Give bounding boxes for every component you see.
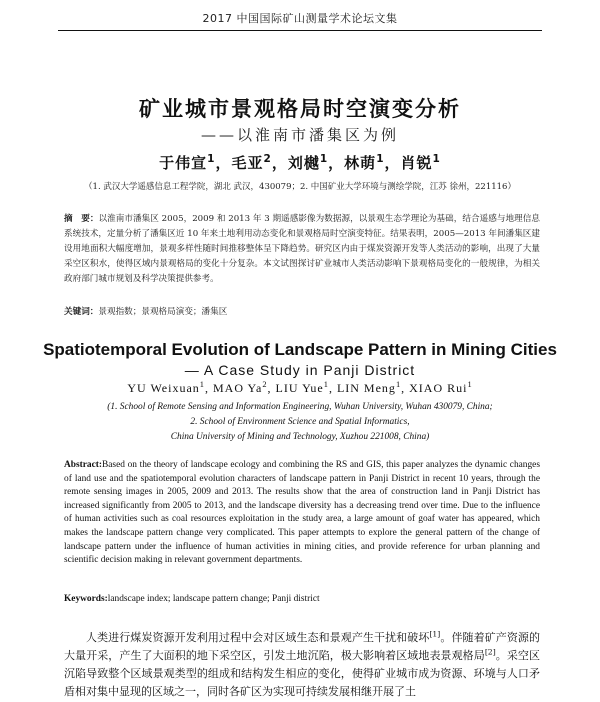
abstract-cn [64, 212, 540, 287]
author-sup: 1 [207, 153, 216, 165]
author-sup: 2 [262, 380, 268, 389]
abstract-cn-label: 摘 要： [64, 214, 99, 224]
paper-subtitle-cn: ——以淮南市潘集区为例 [200, 126, 399, 144]
body-text: 。采空区沉陷导致整个区域景观类型的组成和结构发生相应的变化，使得矿业城市成为资源、环境与人口矛盾相对集中显现的区域之一，同时各矿区为实现可持续发展相继开展了土 [64, 649, 540, 698]
paper-subtitle-en: — A Case Study in Panji District [184, 362, 416, 378]
author-cn: 林萌 [344, 154, 377, 172]
affiliation-cn: （1. 武汉大学遥感信息工程学院，湖北 武汉，430079；2. 中国矿业大学环境与测绘学院，江苏 徐州，221116） [84, 182, 516, 192]
paper-title-en: Spatiotemporal Evolution of Landscape Pattern in Mining Cities [43, 340, 557, 359]
keywords-en-text: landscape index; landscape pattern change; Panji district [107, 594, 320, 604]
abstract-en-text: Based on the theory of landscape ecology and combining the RS and GIS, this paper analyzes the dynamic changes of land use and the spatiotemporal evolution characters of landscape pattern in Panji District in recent 10 years, through the remote sensing images in 2005, 2009 and 2013. The results show that the area of construction land in Panji District has increased significantly from 2005 to 2013, and the landscape diversity has a decreasing trend over time. Due to the influence of human activities such as coal resources exploitation in the study area, a large amount of goaf water has appeared, which makes the landscape pattern change very complicated. This paper attempts to explore the general pattern of the change of landscape pattern under the influence of human activities in mining cities, and provide reference for urban planning and scientific decision making in relevant government departments. [64, 460, 540, 566]
affiliation-en-line: China University of Mining and Technology, Xuzhou 221008, China) [170, 432, 430, 442]
affiliation-en [0, 400, 600, 445]
body-paragraph [64, 629, 540, 701]
paper-title-cn: 矿业城市景观格局时空演变分析 [139, 97, 461, 121]
author-sup: 2 [263, 153, 272, 165]
keywords-cn-text: 景观指数；景观格局演变；潘集区 [98, 307, 228, 317]
author-sup: 1 [467, 380, 473, 389]
author-sup: 1 [319, 153, 329, 165]
author-en: YU Weixuan [127, 381, 200, 395]
author-en: LIU Yue [275, 381, 324, 395]
author-cn: 刘樾 [287, 154, 320, 172]
affiliation-en-line: (1. School of Remote Sensing and Information Engineering, Wuhan University, Wuhan 430079, China; [107, 402, 493, 412]
keywords-cn-label: 关键词： [64, 307, 99, 317]
author-sup: 1 [323, 380, 329, 389]
abstract-en-label: Abstract: [64, 460, 103, 470]
header-rule [58, 30, 542, 31]
author-cn: 肖锐 [400, 154, 433, 172]
affiliation-en-line: 2. School of Environment Science and Spatial Informatics, [190, 417, 410, 427]
body-text: 人类进行煤炭资源开发利用过程中会对区域生态和景观产生干扰和破坏 [86, 631, 430, 644]
authors-cn: 于伟宣$^1$，毛亚$^2$，刘樾$^1$，林萌$^1$，肖锐$^1$ [159, 153, 441, 172]
keywords-en [64, 594, 540, 604]
author-sup: 1 [376, 153, 385, 165]
author-sup: 1 [432, 153, 441, 165]
author-cn: 毛亚 [231, 154, 264, 172]
author-en: LIN Meng [336, 381, 396, 395]
author-en: MAO Ya [212, 381, 263, 395]
citation: [2] [484, 647, 496, 657]
author-sup: 1 [395, 380, 402, 389]
citation: [1] [429, 629, 441, 639]
body-text: 。伴随着矿产资源的大量开采，产生了大面积的地下采空区，引发土地沉陷，极大影响着区域地表景观格局 [64, 631, 541, 662]
author-cn: 于伟宣 [159, 154, 208, 172]
authors-en: YU Weixuan$^1$, MAO Ya$^2$, LIU Yue$^1$, LIN Meng$^1$, XIAO Rui$^1$ [127, 380, 473, 395]
abstract-en [64, 459, 540, 568]
keywords-cn [64, 305, 540, 317]
author-en: XIAO Rui [409, 381, 468, 395]
running-header: 2017 中国国际矿山测量学术论坛文集 [202, 12, 398, 25]
author-sup: 1 [199, 380, 205, 389]
keywords-en-label: Keywords: [64, 594, 108, 604]
abstract-cn-text: 以淮南市潘集区 2005，2009 和 2013 年 3 期遥感影像为数据源，以景观生态学理论为基础，结合遥感与地理信息系统技术，定量分析了潘集区近 10 年来土地利用动态变化和景观格局时空演变特征。结果表明，2005—2013 年间潘集区建设用地面积大幅度增加，景观多样性随时间推移整体呈下降趋势。研究区内由于煤炭资源开发等人类活动的影响，出现了大量采空区积水，使得区域内景观格局的变化十分复杂。本文试图探讨矿业城市人类活动影响下景观格局变化的一般规律，为相关政府部门城市规划及科学决策提供参考。 [64, 214, 540, 284]
